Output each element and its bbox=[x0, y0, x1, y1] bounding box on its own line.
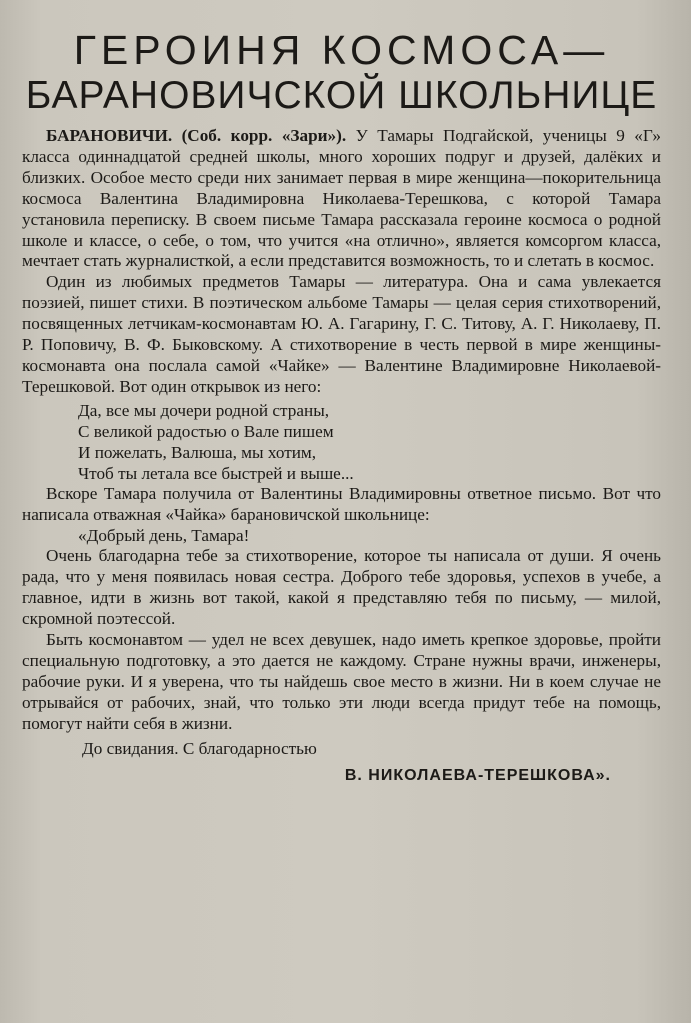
verse-line: Чтоб ты летала все быстрей и выше... bbox=[78, 463, 354, 483]
paragraph-3: Вскоре Тамара получила от Валентины Владимировны ответное письмо. Вот что написала отважная «Чайка» барановичской школьнице: bbox=[22, 483, 661, 524]
headline-line-2: БАРАНОВИЧСКОЙ ШКОЛЬНИЦЕ bbox=[25, 74, 658, 118]
paragraph-5: Быть космонавтом — удел не всех девушек, надо иметь крепкое здоровье, пройти специальную подготовку, а это дается не каждому. Стране нужны врачи, инженеры, рабочие руки. И я уверена, что ты найдешь свое место в жизни. Ни в коем случае не отрывайся от рабочих, знай, что только эти люди всегда придут тебе на помощь, помогут найти себя в жизни. bbox=[22, 630, 661, 733]
poem-excerpt bbox=[78, 400, 661, 484]
signature: В. НИКОЛАЕВА-ТЕРЕШКОВА». bbox=[344, 766, 611, 784]
verse-line: С великой радостью о Вале пишем bbox=[78, 421, 334, 441]
paragraph-1 bbox=[22, 126, 661, 272]
verse-line: И пожелать, Валюша, мы хотим, bbox=[78, 442, 317, 462]
paragraph-1-text: У Тамары Подгайской, ученицы 9 «Г» класса одиннадцатой средней школы, много хороших подруг и друзей, далёких и близких. Особое место среди них занимает первая в мире женщина—покорительница космоса Валентина Владимировна Николаева-Терешкова, с которой Тамара установила переписку. В своем письме Тамара рассказала героине космоса о родной школе и классе, о себе, о том, что учится «на отлично», является комсоргом класса, мечтает стать журналисткой, а если представится возможность, то и слетать в космос. bbox=[22, 125, 661, 271]
letter-greeting: «Добрый день, Тамара! bbox=[78, 525, 250, 545]
letter-closing: До свидания. С благодарностью bbox=[82, 738, 317, 758]
headline-line-1: ГЕРОИНЯ КОСМОСА— bbox=[73, 27, 610, 73]
paragraph-4: Очень благодарна тебе за стихотворение, которое ты написала от души. Я очень рада, что у меня появилась новая сестра. Доброго тебе здоровья, успехов в учебе, а главное, идти в жизнь вот такой, какой я представляю тебя по письму, — милой, скромной поэтессой. bbox=[22, 546, 661, 629]
paragraph-2: Один из любимых предметов Тамары — литература. Она и сама увлекается поэзией, пишет стихи. В поэтическом альбоме Тамары — целая серия стихотворений, посвященных летчикам-космонавтам Ю. А. Гагарину, Г. С. Титову, А. Г. Николаеву, П. Р. Поповичу, В. Ф. Быковскому. А стихотворение в честь первой в мире женщины-космонавта она послала самой «Чайке» — Валентине Владимировне Николаевой-Терешковой. Вот один открывок из него: bbox=[22, 272, 661, 396]
dateline: БАРАНОВИЧИ. (Соб. корр. «Зари»). bbox=[46, 125, 347, 145]
article-body bbox=[22, 126, 661, 786]
verse-line: Да, все мы дочери родной страны, bbox=[78, 400, 330, 420]
